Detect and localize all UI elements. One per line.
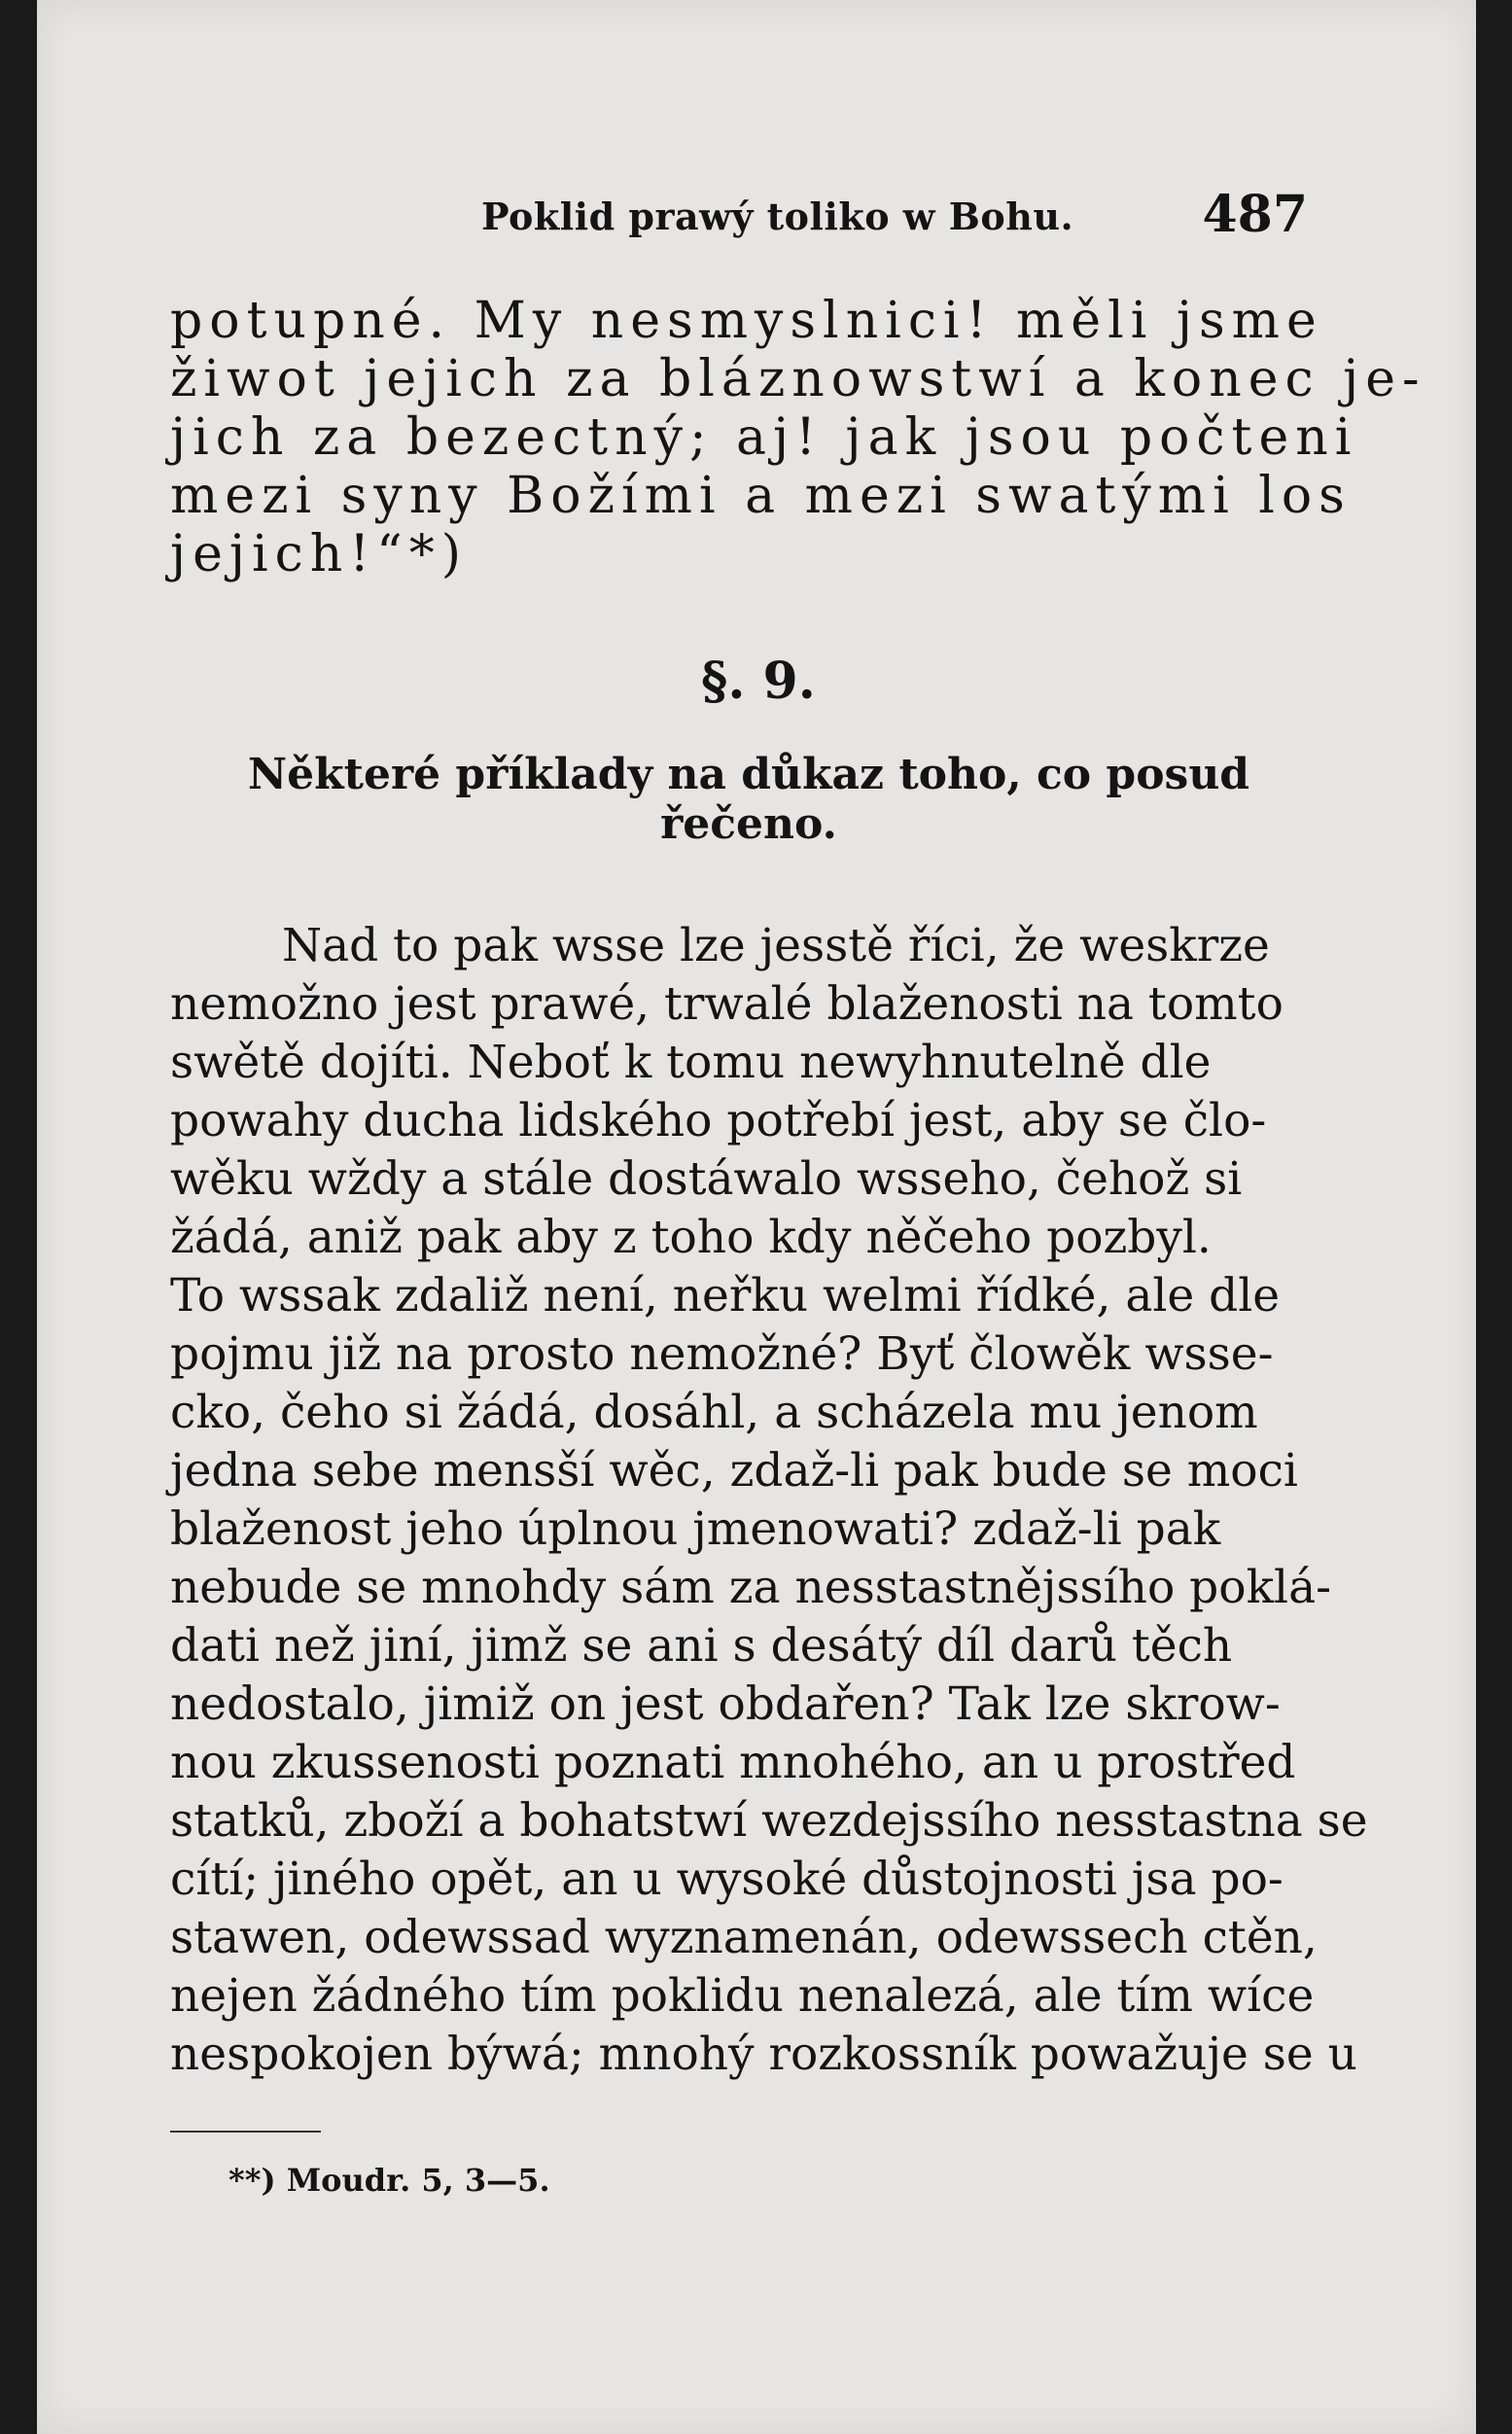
text-line: dati než jiní, jimž se ani s desátý díl darů těch <box>170 1619 1233 1673</box>
text-line: To wssak zdaliž není, neřku welmi řídké, ale dle <box>170 1269 1281 1323</box>
section-number: §. 9. <box>701 652 816 711</box>
text-line: statků, zboží a bohatstwí wezdejssího nesstastna se <box>170 1794 1368 1848</box>
text-line: wěku wždy a stále dostáwalo wsseho, čehož si <box>170 1152 1243 1206</box>
text-line: žádá, aniž pak aby z toho kdy něčeho pozbyl. <box>170 1211 1212 1264</box>
text-line: jedna sebe mensší wěc, zdaž-li pak bude se moci <box>170 1444 1298 1498</box>
page-number: 487 <box>1202 185 1308 244</box>
text-line: nebude se mnohdy sám za nesstastnějssího poklá- <box>170 1561 1331 1614</box>
scan-border-right <box>1476 0 1512 2434</box>
text-line: jejich!“*) <box>170 525 469 583</box>
text-line: blaženost jeho úplnou jmenowati? zdaž-li pak <box>170 1502 1221 1556</box>
text-line: nejen žádného tím poklidu nenalezá, ale tím wíce <box>170 1969 1315 2023</box>
body-paragraph <box>170 917 1368 2084</box>
section-title: Některé příklady na důkaz toho, co posud řečeno. <box>247 750 1250 849</box>
text-line: stawen, odewssad wyznamenán, odewssech ctěn, <box>170 1911 1318 1964</box>
text-line: Nad to pak wsse lze jesstě říci, že weskrze <box>282 919 1270 972</box>
text-line: nemožno jest prawé, trwalé blaženosti na tomto <box>170 977 1283 1031</box>
running-title: Poklid prawý toliko w Bohu. <box>481 194 1074 238</box>
text-line: cko, čeho si žádá, dosáhl, a scházela mu jenom <box>170 1386 1258 1439</box>
page-content <box>170 185 1426 2199</box>
scan-border-left <box>0 0 37 2434</box>
text-line: mezi syny Božími a mezi swatými los <box>170 467 1352 525</box>
footnote: **) Moudr. 5, 3—5. <box>229 2162 550 2199</box>
running-head <box>170 185 1308 263</box>
text-line: nou zkussenosti poznati mnohého, an u prostřed <box>170 1736 1296 1789</box>
text-line: powahy ducha lidského potřebí jest, aby se člo- <box>170 1094 1267 1147</box>
text-line: jich za bezectný; aj! jak jsou počteni <box>170 408 1358 467</box>
text-line: cítí; jiného opět, an u wysoké důstojnosti jsa po- <box>170 1852 1283 1906</box>
text-line: nespokojen býwá; mnohý rozkossník powažuje se u <box>170 2028 1357 2081</box>
text-line: pojmu již na prosto nemožné? Byť člowěk wsse- <box>170 1327 1274 1381</box>
text-line: žiwot jejich za bláznowstwí a konec je- <box>170 350 1426 408</box>
intro-paragraph <box>170 292 1426 583</box>
text-line: nedostalo, jimiž on jest obdařen? Tak lze skrow- <box>170 1677 1281 1731</box>
text-line: potupné. My nesmyslnici! měli jsme <box>170 292 1323 350</box>
footnote-rule <box>170 2131 321 2133</box>
text-line: swětě dojíti. Neboť k tomu newyhnutelně dle <box>170 1036 1212 1089</box>
